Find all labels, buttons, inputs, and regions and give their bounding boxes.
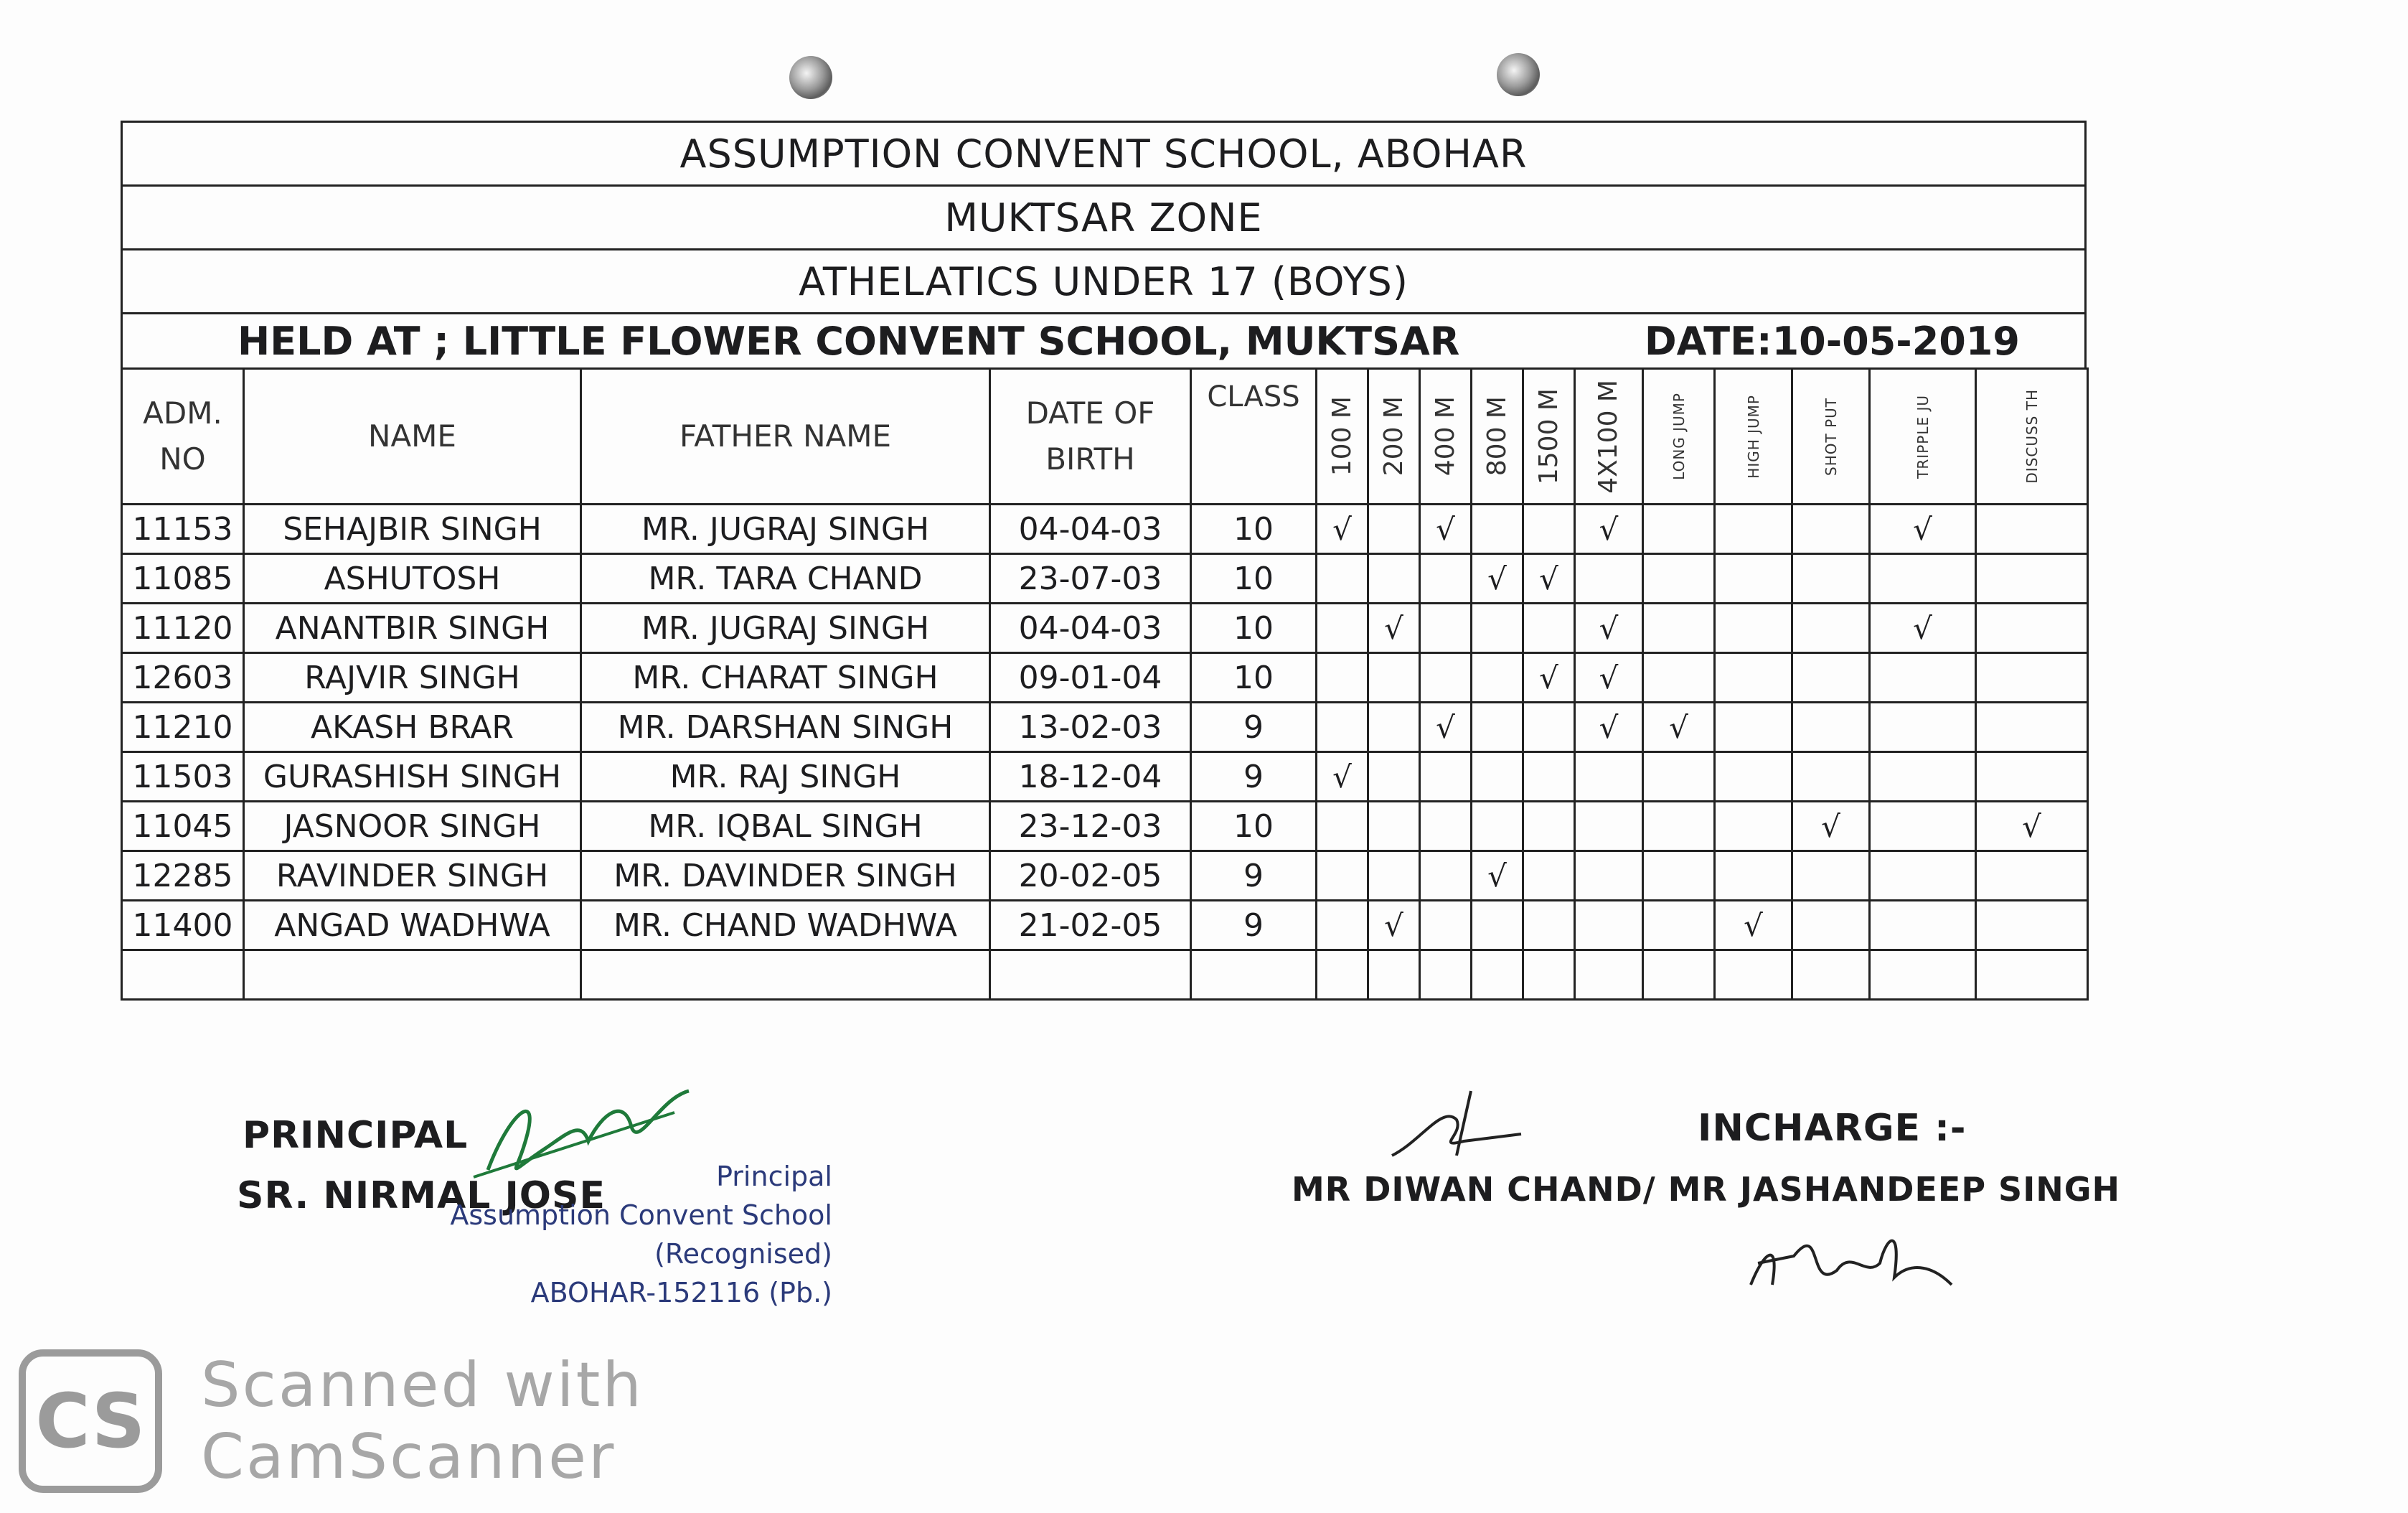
adm-no-cell: 11045 (122, 802, 244, 851)
event-cell (1575, 901, 1643, 950)
event-cell (1317, 604, 1368, 653)
event-cell (1870, 802, 1976, 851)
event-cell (1715, 505, 1792, 554)
col-header-event (1523, 369, 1575, 505)
stamp-line: Principal (716, 1161, 832, 1192)
empty-row (122, 950, 2088, 1000)
camscanner-logo: CS (19, 1349, 162, 1493)
name-cell: ANGAD WADHWA (244, 901, 581, 950)
event-label: DISCUSS TH (2023, 389, 2041, 484)
adm-no-cell: 11120 (122, 604, 244, 653)
table-row (122, 851, 2088, 901)
dob-cell: 20-02-05 (990, 851, 1191, 901)
dob-cell: 04-04-03 (990, 604, 1191, 653)
class-cell: 10 (1191, 554, 1317, 604)
father-name-cell: MR. DARSHAN SINGH (581, 703, 990, 752)
event-cell (1575, 604, 1643, 653)
participants-table (121, 367, 2089, 1001)
tick-mark: √ (1539, 660, 1558, 695)
col-header-event (1976, 369, 2088, 505)
event-cell (1643, 653, 1715, 703)
event-cell (1976, 703, 2088, 752)
adm-no-cell: 11400 (122, 901, 244, 950)
empty-cell (1523, 950, 1575, 1000)
event-cell (1976, 752, 2088, 802)
event-cell (1523, 802, 1575, 851)
event-cell (1643, 604, 1715, 653)
event-cell (1472, 554, 1523, 604)
event-cell (1317, 554, 1368, 604)
event-cell (1420, 653, 1472, 703)
event-cell (1472, 901, 1523, 950)
empty-cell (1420, 950, 1472, 1000)
table-row (122, 653, 2088, 703)
table-row (122, 703, 2088, 752)
event-cell (1715, 604, 1792, 653)
event-cell (1643, 752, 1715, 802)
event-cell (1420, 802, 1472, 851)
event-cell (1317, 505, 1368, 554)
event-cell (1792, 802, 1870, 851)
class-cell: 10 (1191, 505, 1317, 554)
event-cell (1715, 851, 1792, 901)
punch-hole-left (789, 56, 832, 99)
empty-cell (1643, 950, 1715, 1000)
event-cell (1575, 851, 1643, 901)
event-cell (1317, 703, 1368, 752)
event-cell (1368, 802, 1420, 851)
event-cell (1575, 554, 1643, 604)
event-cell (1368, 901, 1420, 950)
tick-mark: √ (1539, 561, 1558, 596)
event-cell (1870, 703, 1976, 752)
event-cell (1575, 653, 1643, 703)
event-cell (1523, 851, 1575, 901)
col-header-event (1575, 369, 1643, 505)
athletics-sheet (121, 121, 2087, 1001)
event-cell (1368, 505, 1420, 554)
adm-no-cell: 12285 (122, 851, 244, 901)
event-cell (1643, 703, 1715, 752)
father-name-cell: MR. DAVINDER SINGH (581, 851, 990, 901)
event-cell (1792, 653, 1870, 703)
event-cell (1472, 703, 1523, 752)
event-cell (1715, 752, 1792, 802)
event-cell (1420, 851, 1472, 901)
stamp-line: (Recognised) (654, 1238, 832, 1270)
dob-cell: 13-02-03 (990, 703, 1191, 752)
camscanner-watermark (201, 1349, 644, 1493)
event-cell (1420, 604, 1472, 653)
empty-cell (122, 950, 244, 1000)
tick-mark: √ (1487, 858, 1507, 894)
event-cell (1870, 505, 1976, 554)
event-cell (1870, 901, 1976, 950)
table-row (122, 604, 2088, 653)
event-cell (1870, 752, 1976, 802)
event-cell (1976, 851, 2088, 901)
event-cell (1317, 653, 1368, 703)
principal-stamp (402, 1157, 832, 1312)
event-cell (1792, 901, 1870, 950)
event-cell (1976, 901, 2088, 950)
event-title: ATHELATICS UNDER 17 (BOYS) (121, 248, 2087, 312)
name-cell: GURASHISH SINGH (244, 752, 581, 802)
event-label: 400 M (1430, 396, 1460, 477)
event-cell (1715, 554, 1792, 604)
tick-mark: √ (1599, 660, 1619, 695)
event-cell (1523, 703, 1575, 752)
event-cell (1643, 802, 1715, 851)
event-cell (1472, 752, 1523, 802)
event-cell (1792, 752, 1870, 802)
principal-label: PRINCIPAL (243, 1114, 469, 1157)
col-header-dob: DATE OF BIRTH (990, 369, 1191, 505)
venue-row (121, 312, 2087, 367)
dob-cell: 04-04-03 (990, 505, 1191, 554)
col-header-event (1643, 369, 1715, 505)
father-name-cell: MR. CHARAT SINGH (581, 653, 990, 703)
dob-cell: 23-12-03 (990, 802, 1191, 851)
table-body (122, 505, 2088, 1000)
event-cell (1317, 802, 1368, 851)
father-name-cell: MR. JUGRAJ SINGH (581, 505, 990, 554)
col-header-class: CLASS (1191, 369, 1317, 505)
event-cell (1792, 604, 1870, 653)
watermark-line: Scanned with (201, 1349, 644, 1421)
event-cell (1792, 851, 1870, 901)
empty-cell (1368, 950, 1420, 1000)
tick-mark: √ (1821, 808, 1840, 844)
event-cell (1368, 752, 1420, 802)
event-cell (1643, 505, 1715, 554)
col-header-father: FATHER NAME (581, 369, 990, 505)
class-cell: 10 (1191, 653, 1317, 703)
col-header-event (1420, 369, 1472, 505)
event-label: SHOT PUT (1822, 397, 1840, 476)
event-cell (1870, 851, 1976, 901)
table-row (122, 901, 2088, 950)
event-cell (1420, 703, 1472, 752)
tick-mark: √ (1913, 511, 1932, 547)
empty-cell (1715, 950, 1792, 1000)
tick-mark: √ (1913, 610, 1932, 646)
tick-mark: √ (1384, 610, 1403, 646)
event-cell (1792, 505, 1870, 554)
class-cell: 9 (1191, 752, 1317, 802)
event-cell (1420, 505, 1472, 554)
event-cell (1575, 703, 1643, 752)
tick-mark: √ (1599, 610, 1619, 646)
event-cell (1368, 851, 1420, 901)
tick-mark: √ (1744, 907, 1763, 943)
table-row (122, 505, 2088, 554)
name-cell: RAJVIR SINGH (244, 653, 581, 703)
tick-mark: √ (1332, 759, 1352, 795)
father-name-cell: MR. CHAND WADHWA (581, 901, 990, 950)
zone-title: MUKTSAR ZONE (121, 184, 2087, 248)
event-cell (1643, 851, 1715, 901)
tick-mark: √ (1487, 561, 1507, 596)
event-label: HIGH JUMP (1744, 394, 1762, 479)
adm-no-cell: 11085 (122, 554, 244, 604)
father-name-cell: MR. JUGRAJ SINGH (581, 604, 990, 653)
event-cell (1870, 554, 1976, 604)
event-cell (1472, 851, 1523, 901)
event-cell (1792, 703, 1870, 752)
empty-cell (1870, 950, 1976, 1000)
event-cell (1643, 554, 1715, 604)
father-name-cell: MR. TARA CHAND (581, 554, 990, 604)
event-cell (1976, 802, 2088, 851)
event-cell (1368, 554, 1420, 604)
tick-mark: √ (1332, 511, 1352, 547)
event-cell (1420, 752, 1472, 802)
col-header-event (1870, 369, 1976, 505)
event-cell (1523, 554, 1575, 604)
tick-mark: √ (1599, 511, 1619, 547)
event-cell (1472, 653, 1523, 703)
class-cell: 10 (1191, 604, 1317, 653)
event-cell (1715, 802, 1792, 851)
watermark-line: CamScanner (201, 1421, 616, 1493)
event-cell (1472, 604, 1523, 653)
incharge-label: INCHARGE :- (1698, 1107, 1967, 1150)
dob-cell: 23-07-03 (990, 554, 1191, 604)
punch-hole-right (1497, 53, 1540, 96)
event-cell (1523, 505, 1575, 554)
incharge-signature (1378, 1077, 1550, 1170)
event-cell (1420, 901, 1472, 950)
empty-cell (990, 950, 1191, 1000)
empty-cell (1191, 950, 1317, 1000)
school-title: ASSUMPTION CONVENT SCHOOL, ABOHAR (121, 121, 2087, 184)
event-cell (1420, 554, 1472, 604)
class-cell: 9 (1191, 851, 1317, 901)
event-cell (1523, 752, 1575, 802)
event-cell (1976, 604, 2088, 653)
event-cell (1870, 653, 1976, 703)
empty-cell (581, 950, 990, 1000)
event-cell (1472, 802, 1523, 851)
principal-name: SR. NIRMAL JOSE (237, 1174, 606, 1217)
principal-signature (459, 1069, 703, 1199)
name-cell: JASNOOR SINGH (244, 802, 581, 851)
event-cell (1792, 554, 1870, 604)
event-cell (1976, 505, 2088, 554)
col-header-name: NAME (244, 369, 581, 505)
event-cell (1715, 703, 1792, 752)
event-label: TRIPPLE JU (1914, 394, 1932, 479)
venue-text: HELD AT ; LITTLE FLOWER CONVENT SCHOOL, MUKTSAR (237, 318, 1460, 364)
event-cell (1976, 554, 2088, 604)
adm-no-cell: 11210 (122, 703, 244, 752)
event-cell (1575, 752, 1643, 802)
empty-cell (1976, 950, 2088, 1000)
name-cell: ANANTBIR SINGH (244, 604, 581, 653)
name-cell: SEHAJBIR SINGH (244, 505, 581, 554)
event-label: LONG JUMP (1670, 393, 1688, 480)
table-header-row (122, 369, 2088, 505)
class-cell: 10 (1191, 802, 1317, 851)
adm-no-cell: 11153 (122, 505, 244, 554)
event-cell (1523, 653, 1575, 703)
table-row (122, 554, 2088, 604)
dob-cell: 21-02-05 (990, 901, 1191, 950)
event-cell (1870, 604, 1976, 653)
event-label: 1500 M (1533, 388, 1563, 485)
stamp-line: Assumption Convent School (450, 1199, 832, 1231)
tick-mark: √ (1669, 709, 1688, 745)
empty-cell (1472, 950, 1523, 1000)
event-cell (1715, 901, 1792, 950)
father-name-cell: MR. IQBAL SINGH (581, 802, 990, 851)
father-name-cell: MR. RAJ SINGH (581, 752, 990, 802)
col-header-event (1472, 369, 1523, 505)
name-cell: ASHUTOSH (244, 554, 581, 604)
adm-no-cell: 12603 (122, 653, 244, 703)
tick-mark: √ (2022, 808, 2041, 844)
table-row (122, 802, 2088, 851)
empty-cell (1792, 950, 1870, 1000)
empty-cell (244, 950, 581, 1000)
event-cell (1317, 851, 1368, 901)
col-header-event (1792, 369, 1870, 505)
table-row (122, 752, 2088, 802)
event-label: 100 M (1327, 396, 1357, 477)
incharge-names: MR DIWAN CHAND/ MR JASHANDEEP SINGH (1292, 1170, 2121, 1209)
event-cell (1317, 752, 1368, 802)
event-label: 800 M (1482, 396, 1512, 477)
event-cell (1523, 604, 1575, 653)
col-header-event (1317, 369, 1368, 505)
event-label: 4X100 M (1594, 379, 1623, 494)
empty-cell (1575, 950, 1643, 1000)
event-cell (1575, 505, 1643, 554)
event-cell (1368, 604, 1420, 653)
second-signature (1736, 1206, 1973, 1313)
event-label: 200 M (1378, 396, 1408, 477)
tick-mark: √ (1436, 709, 1455, 745)
col-header-event (1368, 369, 1420, 505)
event-cell (1575, 802, 1643, 851)
event-cell (1368, 703, 1420, 752)
adm-no-cell: 11503 (122, 752, 244, 802)
name-cell: AKASH BRAR (244, 703, 581, 752)
class-cell: 9 (1191, 901, 1317, 950)
col-header-adm-no: ADM. NO (122, 369, 244, 505)
stamp-line: ABOHAR-152116 (Pb.) (530, 1277, 832, 1308)
event-cell (1368, 653, 1420, 703)
empty-cell (1317, 950, 1368, 1000)
event-cell (1643, 901, 1715, 950)
event-cell (1976, 653, 2088, 703)
col-header-event (1715, 369, 1792, 505)
event-date: DATE:10-05-2019 (1644, 318, 2020, 364)
class-cell: 9 (1191, 703, 1317, 752)
event-cell (1317, 901, 1368, 950)
name-cell: RAVINDER SINGH (244, 851, 581, 901)
tick-mark: √ (1599, 709, 1619, 745)
event-cell (1472, 505, 1523, 554)
event-cell (1715, 653, 1792, 703)
tick-mark: √ (1436, 511, 1455, 547)
dob-cell: 18-12-04 (990, 752, 1191, 802)
event-cell (1523, 901, 1575, 950)
tick-mark: √ (1384, 907, 1403, 943)
dob-cell: 09-01-04 (990, 653, 1191, 703)
